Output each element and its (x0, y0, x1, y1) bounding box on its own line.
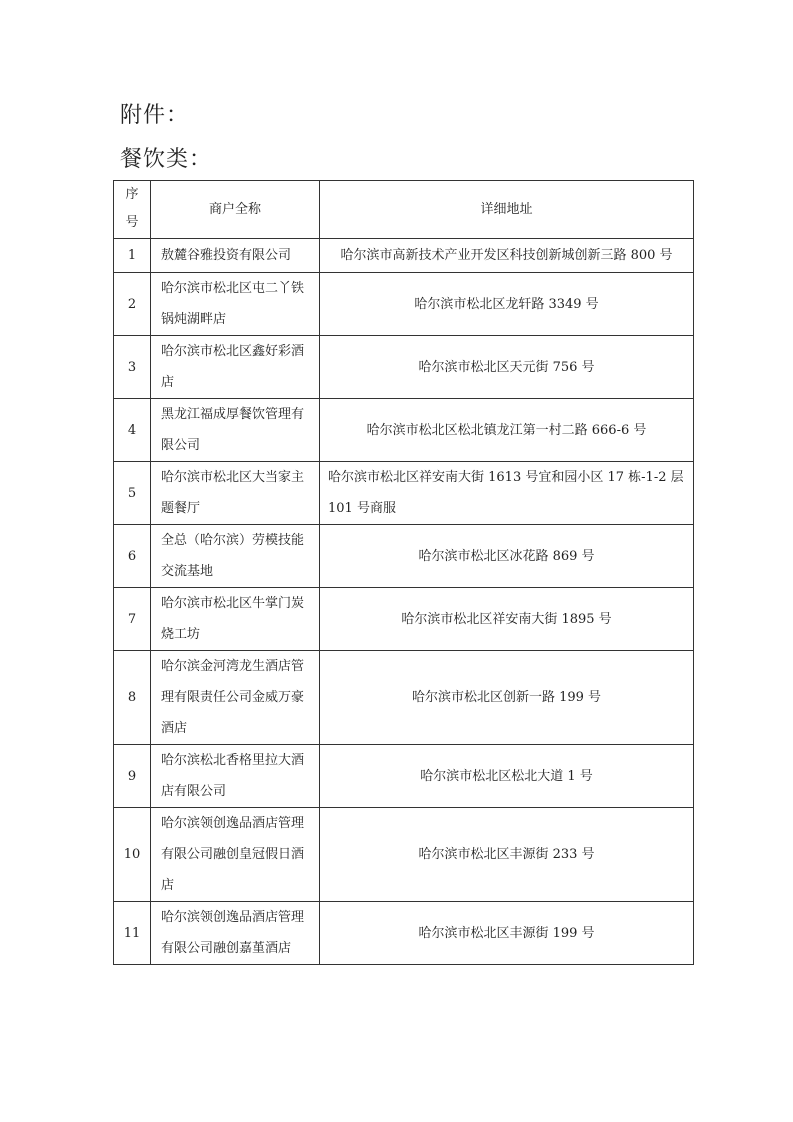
row-name: 哈尔滨松北香格里拉大酒店有限公司 (151, 745, 320, 808)
row-name: 哈尔滨市松北区大当家主题餐厅 (151, 462, 320, 525)
table-row (114, 808, 694, 902)
attachment-heading: 附件： (120, 103, 190, 128)
table-row (114, 336, 694, 399)
row-name: 哈尔滨领创逸品酒店管理有限公司融创嘉堇酒店 (151, 902, 320, 965)
row-address: 哈尔滨市松北区松北大道 1 号 (320, 745, 694, 808)
row-no: 6 (114, 525, 151, 588)
row-name: 哈尔滨金河湾龙生酒店管理有限责任公司金威万豪酒店 (151, 651, 320, 745)
row-no: 1 (114, 239, 151, 273)
table-row (114, 462, 694, 525)
row-name: 全总（哈尔滨）劳模技能交流基地 (151, 525, 320, 588)
header-name: 商户全称 (151, 181, 320, 239)
row-name: 哈尔滨市松北区鑫好彩酒店 (151, 336, 320, 399)
row-address: 哈尔滨市松北区丰源街 199 号 (320, 902, 694, 965)
row-name: 哈尔滨市松北区牛掌门炭烧工坊 (151, 588, 320, 651)
table-row (114, 745, 694, 808)
row-address: 哈尔滨市松北区祥安南大街 1613 号宜和园小区 17 栋-1-2 层 101 号商服 (320, 462, 694, 525)
row-address: 哈尔滨市松北区冰花路 869 号 (320, 525, 694, 588)
row-no: 2 (114, 273, 151, 336)
table-row (114, 651, 694, 745)
table-row (114, 525, 694, 588)
table-header-row (114, 181, 694, 239)
row-name: 哈尔滨市松北区屯二丫铁锅炖湖畔店 (151, 273, 320, 336)
row-no: 5 (114, 462, 151, 525)
row-name: 黑龙江福成厚餐饮管理有限公司 (151, 399, 320, 462)
merchant-table (113, 180, 694, 965)
row-name: 敖麓谷雅投资有限公司 (151, 239, 320, 273)
row-address: 哈尔滨市松北区丰源街 233 号 (320, 808, 694, 902)
row-no: 10 (114, 808, 151, 902)
row-address: 哈尔滨市松北区龙轩路 3349 号 (320, 273, 694, 336)
row-address: 哈尔滨市高新技术产业开发区科技创新城创新三路 800 号 (320, 239, 694, 273)
table-row (114, 399, 694, 462)
row-no: 9 (114, 745, 151, 808)
table-row (114, 239, 694, 273)
header-no: 序号 (114, 181, 151, 239)
row-no: 4 (114, 399, 151, 462)
row-no: 3 (114, 336, 151, 399)
row-address: 哈尔滨市松北区祥安南大街 1895 号 (320, 588, 694, 651)
table-row (114, 902, 694, 965)
row-address: 哈尔滨市松北区松北镇龙江第一村二路 666-6 号 (320, 399, 694, 462)
row-no: 7 (114, 588, 151, 651)
row-no: 8 (114, 651, 151, 745)
table-row (114, 273, 694, 336)
row-no: 11 (114, 902, 151, 965)
table-row (114, 588, 694, 651)
row-address: 哈尔滨市松北区创新一路 199 号 (320, 651, 694, 745)
header-address: 详细地址 (320, 181, 694, 239)
row-address: 哈尔滨市松北区天元街 756 号 (320, 336, 694, 399)
row-name: 哈尔滨领创逸品酒店管理有限公司融创皇冠假日酒店 (151, 808, 320, 902)
category-heading: 餐饮类： (120, 147, 213, 172)
